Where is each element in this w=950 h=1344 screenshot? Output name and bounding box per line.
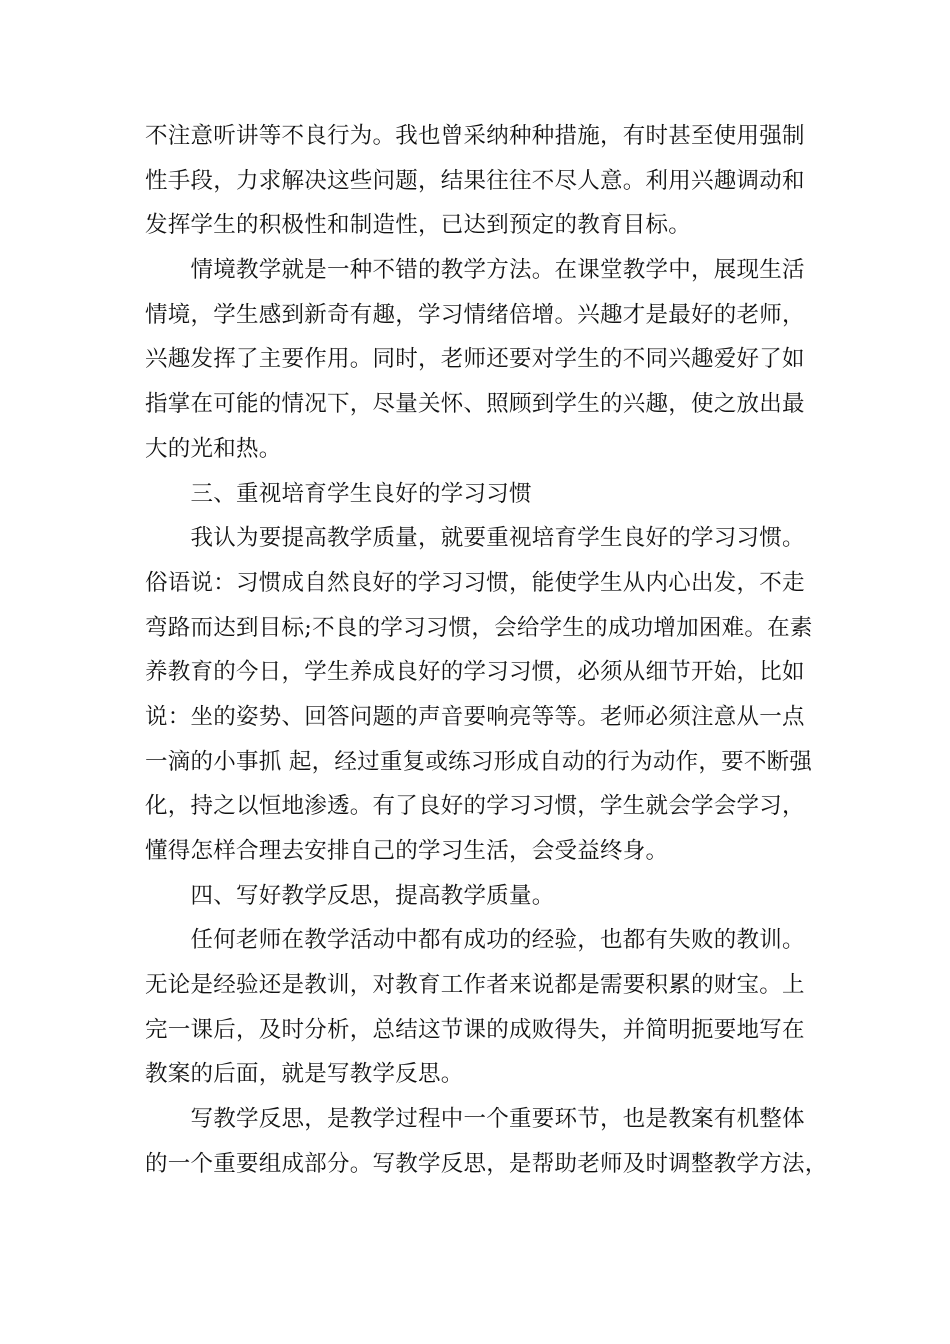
section-heading: 三、重视培育学生良好的学习习惯 <box>145 480 532 507</box>
text-line: 兴趣发挥了主要作用。同时，老师还要对学生的不同兴趣爱好了如 <box>145 346 805 373</box>
text-line: 写教学反思，是教学过程中一个重要环节，也是教案有机整体 <box>145 1106 805 1133</box>
text-line: 我认为要提高教学质量，就要重视培育学生良好的学习习惯。 <box>145 525 805 552</box>
text-line: 情境，学生感到新奇有趣，学习情绪倍增。兴趣才是最好的老师， <box>145 301 805 328</box>
text-line: 性手段，力求解决这些问题，结果往往不尽人意。利用兴趣调动和 <box>145 167 805 194</box>
text-line: 懂得怎样合理去安排自己的学习生活，会受益终身。 <box>145 838 669 864</box>
text-line: 指掌在可能的情况下，尽量关怀、照顾到学生的兴趣，使之放出最 <box>145 391 805 418</box>
text-line: 无论是经验还是教训，对教育工作者来说都是需要积累的财宝。上 <box>145 972 805 999</box>
text-line: 说：坐的姿势、回答问题的声音要响亮等等。老师必须注意从一点 <box>145 703 805 730</box>
document-body <box>145 114 828 1187</box>
text-line: 俗语说：习惯成自然良好的学习习惯，能使学生从内心出发，不走 <box>145 569 805 596</box>
text-line: 教案的后面，就是写教学反思。 <box>145 1061 464 1088</box>
text-line: 不注意听讲等不良行为。我也曾采纳种种措施，有时甚至使用强制 <box>145 123 805 149</box>
text-line: 的一个重要组成部分。写教学反思，是帮助老师及时调整教学方法， <box>145 1150 828 1177</box>
text-line: 一滴的小事抓 起，经过重复或练习形成自动的行为动作，要不断强 <box>145 748 813 775</box>
text-line: 养教育的今日，学生养成良好的学习习惯，必须从细节开始，比如 <box>145 659 805 686</box>
text-line: 化，持之以恒地渗透。有了良好的学习习惯，学生就会学会学习， <box>145 793 805 820</box>
text-line: 弯路而达到目标;不良的学习习惯，会给学生的成功增加困难。在素 <box>145 614 813 641</box>
section-heading: 四、写好教学反思，提高教学质量。 <box>145 882 555 909</box>
text-line: 发挥学生的积极性和制造性，已达到预定的教育目标。 <box>145 212 692 239</box>
text-line: 大的光和热。 <box>145 435 282 462</box>
text-line: 完一课后，及时分析，总结这节课的成败得失，并简明扼要地写在 <box>145 1016 805 1043</box>
text-line: 任何老师在教学活动中都有成功的经验，也都有失败的教训。 <box>145 927 805 954</box>
text-line: 情境教学就是一种不错的教学方法。在课堂教学中，展现生活 <box>145 257 805 284</box>
